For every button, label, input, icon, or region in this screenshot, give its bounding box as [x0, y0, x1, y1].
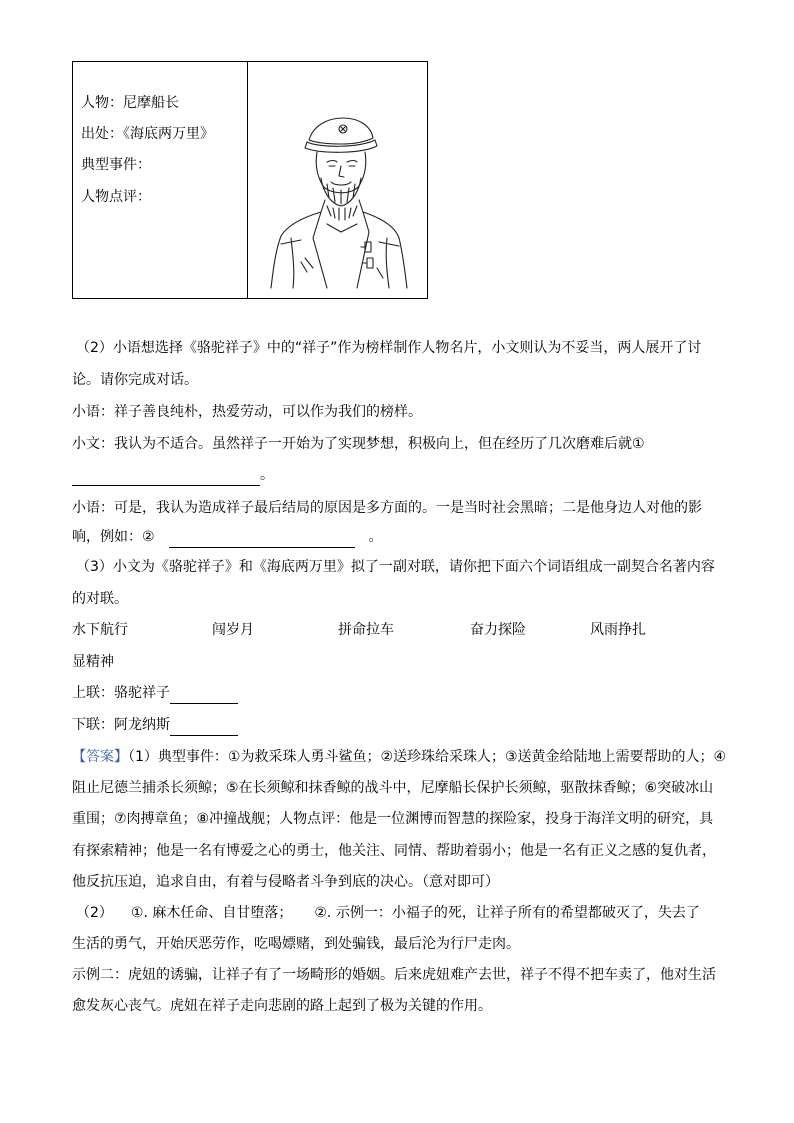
card-event: 典型事件：	[81, 157, 151, 173]
answer-1-line1: （1）典型事件：①为救采珠人勇斗鲨鱼；②送珍珠给采珠人；③送黄金给陆地上需要帮助的人；④	[128, 749, 727, 765]
answer-2-part1: ①. 麻木任命、自甘堕落；	[130, 905, 293, 921]
q3-lower-couplet-row	[72, 714, 238, 736]
answer-2-line4: 愈发灰心丧气。虎妞在祥子走向悲剧的路上起到了极为关键的作用。	[72, 998, 492, 1014]
q3-word: 水下航行	[72, 622, 128, 638]
q3-word: 奋力探险	[470, 622, 526, 638]
card-divider	[247, 62, 248, 298]
answer-2-part2: ②. 示例一：小福子的死，让祥子所有的希望都破灭了，失去了	[314, 905, 700, 921]
answer-line1-row	[72, 746, 726, 768]
q2-xiaoyu-1: 小语：祥子善良纯朴，热爱劳动，可以作为我们的榜样。	[72, 404, 422, 420]
q3-word: 风雨挣扎	[590, 622, 646, 638]
answer-1-line4: 有探索精神；他是一名有博爱之心的勇士，他关注、同情、帮助着弱小；他是一名有正义之感的复仇者，	[72, 843, 716, 859]
q2-xiaoyu-2-line2: 响，例如：②	[72, 529, 155, 545]
answer-tag: 【答案】	[72, 749, 128, 765]
q3-lower-label: 下联：阿龙纳斯	[72, 717, 170, 733]
q2-xiaowen-1: 小文：我认为不适合。虽然祥子一开始为了实现梦想，积极向上，但在经历了几次磨难后就①	[72, 436, 645, 452]
q2-xiaoyu-2-end: 。	[368, 529, 383, 545]
lower-couplet-blank[interactable]	[170, 719, 238, 736]
upper-couplet-blank[interactable]	[170, 687, 238, 704]
q2-xiaoyu-2-line1: 小语：可是，我认为造成祥子最后结局的原因是多方面的。一是当时社会黑暗；二是他身边人对他的影	[72, 500, 702, 516]
card-person: 人物：尼摩船长	[81, 95, 179, 111]
answer-2-line2: 生活的勇气，开始厌恶劳作，吃喝嫖赌，到处骗钱，最后沦为行尸走肉。	[72, 936, 520, 952]
card-comment: 人物点评：	[81, 189, 151, 205]
q3-word: 显精神	[72, 654, 114, 670]
q3-word: 闯岁月	[212, 622, 254, 638]
q2-intro-line1: （2）小语想选择《骆驼祥子》中的“祥子”作为榜样制作人物名片，小文则认为不妥当，两人展开了讨	[76, 340, 702, 356]
answer-1-line5: 他反抗压迫，追求自由，有着与侵略者斗争到底的决心。（意对即可）	[72, 874, 499, 890]
answer-blank-2[interactable]	[169, 531, 355, 548]
answer-2-prefix: （2）	[76, 905, 113, 921]
answer-1-line2: 阻止尼德兰捕杀长须鲸；⑤在长须鲸和抹香鲸的战斗中，尼摩船长保护长须鲸，驱散抹香鲸；⑥突破冰山	[72, 780, 714, 796]
q3-intro-line2: 的对联。	[72, 591, 128, 607]
q2-answer-blank-1-row	[72, 464, 274, 486]
q3-upper-label: 上联：骆驼祥子	[72, 685, 170, 701]
card-source: 出处：《海底两万里》	[81, 126, 214, 142]
q3-intro-line1: （3）小文为《骆驼祥子》和《海底两万里》拟了一副对联，请你把下面六个词语组成一副契合名著内容	[76, 559, 715, 575]
captain-nemo-portrait-icon	[261, 112, 411, 290]
character-card-table	[72, 61, 428, 299]
q3-word: 拼命拉车	[338, 622, 394, 638]
answer-blank-1[interactable]	[72, 469, 260, 486]
q2-xiaoyu-2-line2-row	[72, 526, 383, 548]
q3-upper-couplet-row	[72, 682, 238, 704]
answer-2-line1-row	[76, 902, 700, 924]
answer-1-line3: 重围；⑦肉搏章鱼；⑧冲撞战舰；人物点评：他是一位渊博而智慧的探险家，投身于海洋文明的研究，具	[72, 811, 714, 827]
q2-intro-line2: 论。请你完成对话。	[72, 372, 198, 388]
q2-xiaowen-1-end: 。	[260, 467, 274, 483]
answer-2-line3: 示例二：虎妞的诱骗，让祥子有了一场畸形的婚姻。后来虎妞难产去世，祥子不得不把车卖了，他对生活	[72, 967, 716, 983]
